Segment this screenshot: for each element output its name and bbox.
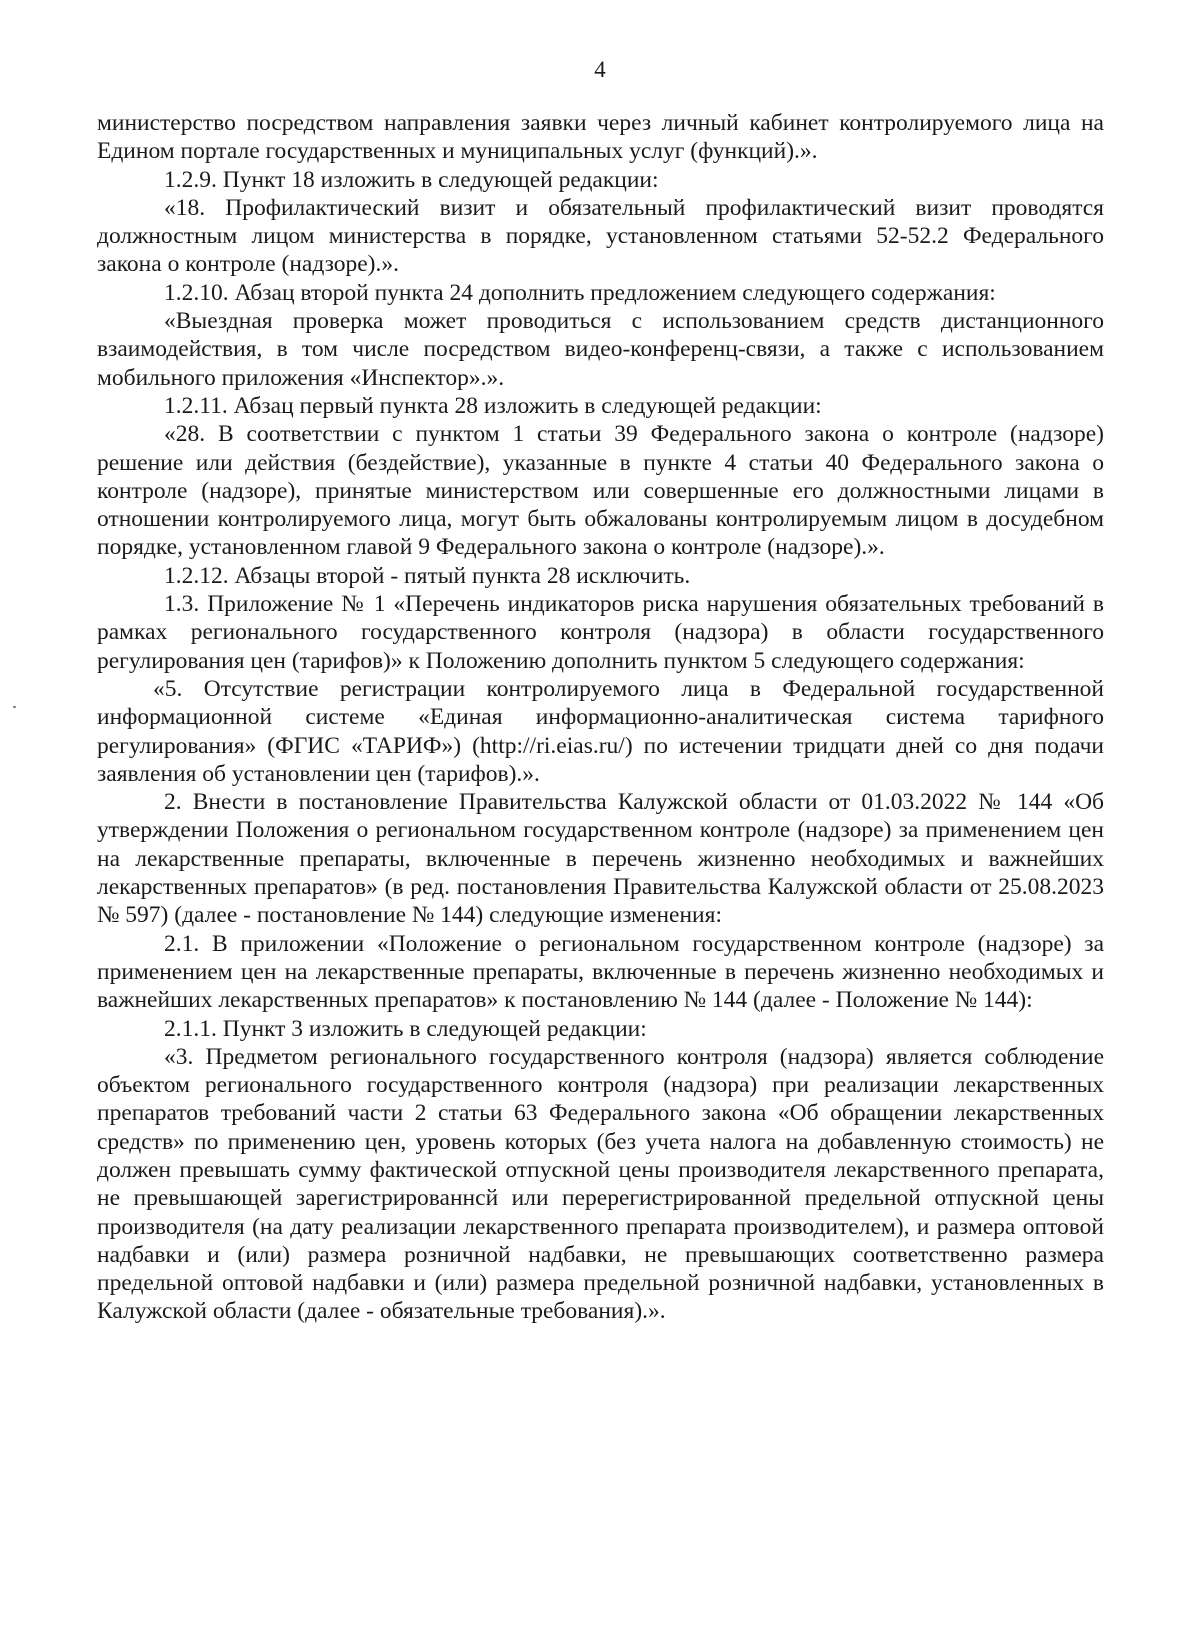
paragraph-quote-5: «5. Отсутствие регистрации контролируемого лица в Федеральной государственной информационной системе «Единая информационно-аналитическая система тарифного регулирования» (ФГИС «ТАРИФ») (http://ri.eias.ru/) по истечении тридцати дней со дня подачи заявления об установлении цен (тарифов).». (97, 675, 1104, 787)
paragraph-1-2-11: 1.2.11. Абзац первый пункта 28 изложить в следующей редакции: (164, 392, 822, 419)
paragraph-continuation: министерство посредством направления заявки через личный кабинет контролируемого лица на Едином портале государственных и муниципальных услуг (функций).». (97, 110, 1104, 165)
paragraph-quote-18: «18. Профилактический визит и обязательный профилактический визит проводятся должностным лицом министерства в порядке, установленном статьями 52-52.2 Федерального закона о контроле (надзоре).». (97, 194, 1104, 278)
page-number: 4 (594, 57, 606, 82)
paragraph-2: 2. Внести в постановление Правительства Калужской области от 01.03.2022 № 144 «Об утверждении Положения о региональном государственном контроле (надзоре) за применением цен на лекарственные препараты, включенные в перечень жизненно необходимых и важнейших лекарственных препаратов» (в ред. постановления Правительства Калужской области от 25.08.2023 № 597) (далее - постановление № 144) следующие изменения: (97, 789, 1104, 929)
paragraph-1-2-9: 1.2.9. Пункт 18 изложить в следующей редакции: (164, 166, 659, 193)
document-body (97, 109, 1104, 1326)
paragraph-1-2-12: 1.2.12. Абзацы второй - пятый пункта 28 исключить. (164, 562, 691, 589)
paragraph-1-2-10: 1.2.10. Абзац второй пункта 24 дополнить предложением следующего содержания: (164, 279, 996, 306)
paragraph-2-1-1: 2.1.1. Пункт 3 изложить в следующей редакции: (164, 1015, 647, 1042)
paragraph-2-1: 2.1. В приложении «Положение о региональном государственном контроле (надзоре) за применением цен на лекарственные препараты, включенные в перечень жизненно необходимых и важнейших лекарственных препаратов» к постановлению № 144 (далее - Положение № 144): (97, 930, 1104, 1014)
paragraph-quote-inspection: «Выездная проверка может проводиться с использованием средств дистанционного взаимодействия, в том числе посредством видео-конференц-связи, а также с использованием мобильного приложения «Инспектор».». (97, 308, 1104, 391)
paragraph-quote-28: «28. В соответствии с пунктом 1 статьи 39 Федерального закона о контроле (надзоре) решение или действия (бездействие), указанные в пункте 4 статьи 40 Федерального закона о контроле (надзоре), принятые министерством или совершенные его должностными лицами в отношении контролируемого лица, могут быть обжалованы контролируемым лицом в досудебном порядке, установленном главой 9 Федерального закона о контроле (надзоре).». (97, 421, 1104, 561)
paragraph-1-3: 1.3. Приложение № 1 «Перечень индикаторов риска нарушения обязательных требований в рамках регионального государственного контроля (надзора) в области государственного регулирования цен (тарифов)» к Положению дополнить пунктом 5 следующего содержания: (97, 591, 1104, 674)
scan-speck (13, 706, 16, 708)
paragraph-quote-3: «3. Предметом регионального государственного контроля (надзора) является соблюдение объектом регионального государственного контроля (надзора) при реализации лекарственных препаратов требований части 2 статьи 63 Федерального закона «Об обращении лекарственных средств» по применению цен, уровень которых (без учета налога на добавленную стоимость) не должен превышать сумму фактической отпускной цены производителя лекарственного препарата, не превышающей зарегистрированнсй или перерегистрированной предельной отпускной цены производителя (на дату реализации лекарственного препарата производителем), и размера оптовой надбавки и (или) размера розничной надбавки, не превышающих соответственно размера предельной оптовой надбавки и (или) размера предельной розничной надбавки, установленных в Калужской области (далее - обязательные требования).». (97, 1043, 1104, 1325)
